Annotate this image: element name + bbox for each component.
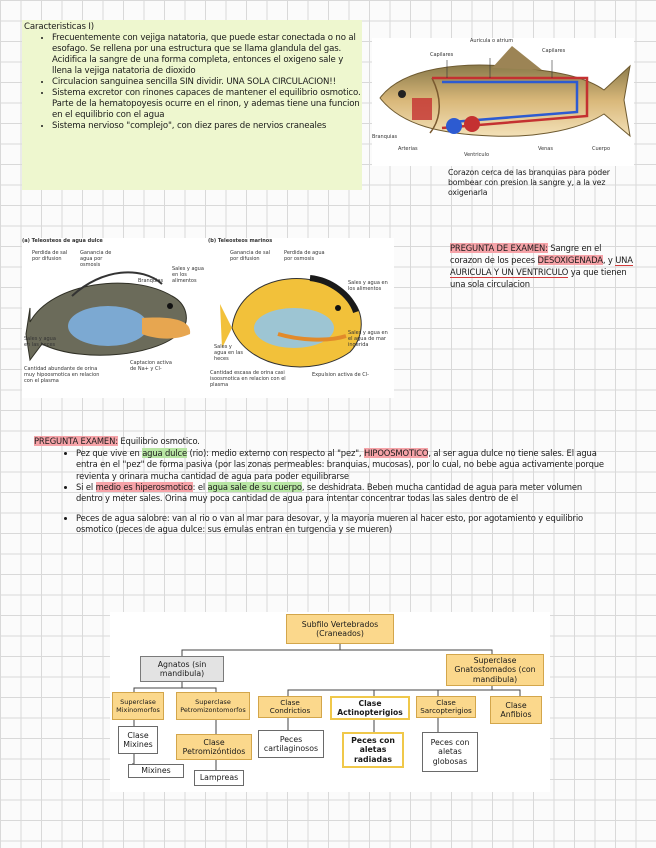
marine-title: (b) Teleosteos marinos — [208, 238, 273, 244]
sw-label: Ganancia de sal por difusion — [230, 250, 271, 262]
list-item: • Frecuentemente con vejiga natatoria, que puede estar conectada o no al esofago. Se rellena por una estructura que se llama glandula del gas. Acidifica la sangre de una forma completa, entonces el oxigeno sale y llena la vejiga natatoria de dioxido — [52, 33, 362, 77]
sw-label: Perdida de agua por osmosis — [284, 250, 325, 262]
label-branquias: Branquias — [372, 134, 398, 140]
sw-label: Sales y agua en las heces — [214, 344, 243, 362]
tree-node-sarcopterigios: Clase Sarcopterigios — [416, 696, 476, 718]
exam-prefix-2: PREGUNTA EXAMEN: — [34, 436, 118, 446]
text: (rio): medio externo con respecto al "pez", — [189, 448, 362, 459]
tree-node-mixines: Mixines — [128, 764, 184, 778]
characteristics-title: Caracteristicas I) — [24, 22, 94, 32]
sw-label: Expulsion activa de Cl- — [312, 372, 369, 378]
tree-node-clase-petromizontidos: Clase Petromizóntidos — [176, 734, 252, 760]
exam-underlined: UNA AURICULA Y UN VENTRICULO — [450, 255, 633, 277]
sw-label: Sales y agua en los alimentos — [348, 280, 388, 292]
characteristics-box — [22, 20, 362, 190]
highlight-fresh-water: agua dulce — [142, 448, 187, 459]
text: : el — [192, 481, 206, 492]
fw-label: Ganancia de agua por osmosis — [80, 250, 112, 268]
list-item — [76, 448, 604, 482]
label-venas: Venas — [538, 146, 553, 152]
exam-text: ya que tienen una sola circulacion — [450, 267, 627, 289]
exam-text: Sangre en el corazon de los peces — [450, 243, 602, 265]
highlight-hipoosmotico: HIPOOSMOTICO — [363, 448, 429, 459]
label-capilares-right: Capilares — [542, 48, 566, 54]
fish-figure-caption: Corazon cerca de las branquias para poder bombear con presion la sangre y, a la vez oxigenarla — [448, 168, 610, 197]
tree-node-root: Subfilo Vertebrados (Craneados) — [286, 614, 394, 644]
fw-label: Perdida de sal por difusion — [32, 250, 68, 262]
fw-label: Sales y agua en los alimentos — [172, 266, 204, 284]
list-item: • Sistema excretor con rinones capaces de mantener el equilibrio osmotico. Parte de la hematopoyesis ocurre en el rinon, y ademas tiene una funcion en el equilibrio con el agua — [52, 88, 362, 121]
list-item — [76, 482, 604, 504]
highlight-hiperosmotico: medio es hiperosmotico — [95, 481, 193, 492]
classification-tree — [110, 612, 550, 792]
exam-highlight-deoxygenated: DESOXIGENADA — [537, 255, 603, 265]
fw-label: Captacion activa de Na+ y Cl- — [130, 360, 172, 372]
freshwater-title: (a) Teleosteos de agua dulce — [22, 238, 103, 244]
osmoregulation-figure — [22, 238, 394, 398]
text: Pez que vive en — [76, 448, 140, 459]
text: , se deshidrata. Beben mucha cantidad de agua para meter volumen dentro y meter sales. Orina muy poca cantidad de agua para intentar concentrar todas las sales dentro de el — [76, 481, 583, 504]
list-item: • Circulacion sanguinea sencilla SIN dividir. UNA SOLA CIRCULACION!! — [52, 77, 362, 88]
tree-node-condrictios: Clase Condrictios — [258, 696, 322, 718]
sw-label: Sales y agua en el agua de mar ingerida — [348, 330, 388, 348]
tree-node-mixinomorfos: Superclase Mixinomorfos — [112, 692, 164, 720]
highlight-water-leaves: agua sale de su cuerpo — [207, 481, 302, 492]
exam-text: , y — [602, 255, 613, 265]
exam-question-2 — [34, 436, 604, 536]
tree-node-petromizontomorfos: Superclase Petromizontomorfos — [176, 692, 250, 720]
tree-node-agnatos: Agnatos (sin mandibula) — [140, 656, 224, 682]
exam-question-1 — [450, 242, 634, 290]
sw-label: Cantidad escasa de orina casi isoosmotica en relacion con el plasma — [210, 370, 286, 388]
tree-node-anfibios: Clase Anfibios — [490, 696, 542, 724]
label-aurical: Auricula o atrium — [470, 38, 514, 44]
fish-circulation-figure — [372, 38, 634, 166]
label-ventriculo: Ventriculo — [464, 152, 490, 158]
exam-prefix-1: PREGUNTA DE EXAMEN: — [450, 243, 548, 253]
list-item: • Sistema nervioso "complejo", con diez pares de nervios craneales — [52, 121, 362, 132]
tree-node-aletas-radiadas: Peces con aletas radiadas — [342, 732, 404, 768]
tree-node-cartilaginosos: Peces cartilaginosos — [258, 730, 324, 758]
text: Si el — [76, 481, 94, 492]
tree-node-lampreas: Lampreas — [194, 770, 244, 786]
tree-node-actinopterigios: Clase Actinopterigios — [330, 696, 410, 720]
fw-label: Branquias — [138, 278, 164, 284]
list-item: • Peces de agua salobre: van al rio o van al mar para desovar, y la mayoria mueren al hacer esto, por agotamiento y equilibrio osmotico (peces de agua dulce: sus emulas entran en turgencia y se mueren) — [76, 513, 604, 535]
label-arterias: Arterias — [398, 146, 418, 152]
fw-label: Cantidad abundante de orina muy hipoosmotica en relacion con el plasma — [24, 366, 100, 384]
characteristics-list — [22, 33, 362, 132]
tree-node-gnatostomados: Superclase Gnatostomados (con mandibula) — [446, 654, 544, 686]
fw-label: Sales y agua en las heces — [24, 336, 56, 348]
osmotic-list — [34, 448, 604, 535]
label-cuerpo: Cuerpo — [592, 146, 611, 152]
tree-node-clase-mixines: Clase Mixines — [118, 726, 158, 754]
tree-node-aletas-globosas: Peces con aletas globosas — [422, 732, 478, 772]
label-capilares-left: Capilares — [430, 52, 454, 58]
exam-title-2: Equilibrio osmotico. — [120, 436, 200, 446]
text: , al ser agua dulce no tiene sales. El agua entra en el "pez" de forma pasiva (por las zonas permeables: branquias, mucosas), por lo cual, no bebe agua activamente porque revienta y orinara mucha cantidad de agua para poder equilibrarse — [76, 448, 604, 481]
